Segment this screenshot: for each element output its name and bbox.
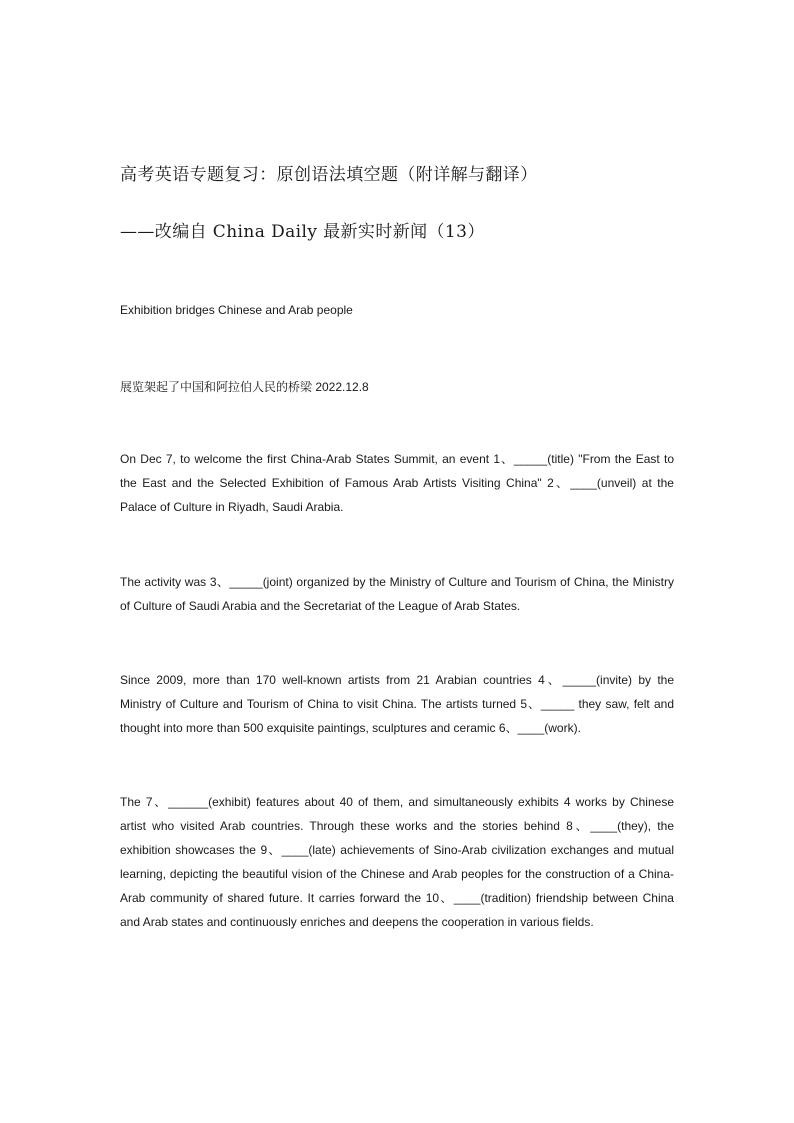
paragraph-2	[120, 570, 674, 618]
document-title: 高考英语专题复习：原创语法填空题（附详解与翻译）	[120, 165, 538, 185]
headline-chinese: 展览架起了中国和阿拉伯人民的桥梁 2022.12.8	[120, 380, 369, 394]
paragraph-text: Since 2009, more than 170 well-known artists from 21 Arabian countries 4、_____(invite) by the Ministry of Culture and Tourism of China to visit China. The artists turned 5、_____ they saw, felt and thought into more than 500 exquisite paintings, sculptures and ceramic 6、____(work).	[120, 673, 674, 735]
paragraph-text: The activity was 3、_____(joint) organized by the Ministry of Culture and Tourism of China, the Ministry of Culture of Saudi Arabia and the Secretariat of the League of Arab States.	[120, 575, 674, 613]
paragraph-1	[120, 447, 674, 519]
paragraph-text: On Dec 7, to welcome the first China-Arab States Summit, an event 1、_____(title) "From the East to the East and the Selected Exhibition of Famous Arab Artists Visiting China" 2、____(unveil) at the Palace of Culture in Riyadh, Saudi Arabia.	[120, 452, 674, 514]
document-subtitle: ——改编自 China Daily 最新实时新闻（13）	[120, 222, 485, 242]
headline-english: Exhibition bridges Chinese and Arab people	[120, 303, 353, 317]
paragraph-3	[120, 668, 674, 740]
paragraph-4	[120, 790, 674, 934]
paragraph-text: The 7、______(exhibit) features about 40 of them, and simultaneously exhibits 4 works by Chinese artist who visited Arab countries. Through these works and the stories behind 8、____(they), the exhibition showcases the 9、____(late) achievements of Sino-Arab civilization exchanges and mutual learning, depicting the beautiful vision of the Chinese and Arab peoples for the construction of a China-Arab community of shared future. It carries forward the 10、____(tradition) friendship between China and Arab states and continuously enriches and deepens the cooperation in various fields.	[120, 795, 674, 929]
